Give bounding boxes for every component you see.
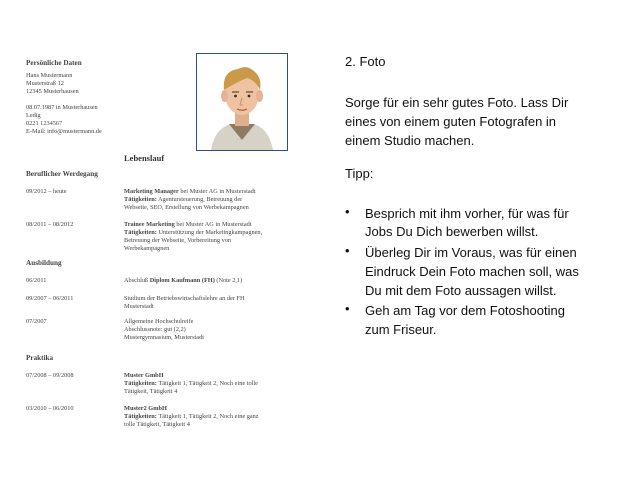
- education-entry: Mustergymnasium, Musterstadt: [124, 334, 204, 341]
- internship-date: 03/2010 – 06/2010: [26, 405, 74, 412]
- job-duties: Betreuung der Webseite, Vorbereitung von: [124, 237, 232, 244]
- intro-line: eines von einem guten Fotografen in: [345, 114, 557, 129]
- education-date: 06/2011: [26, 277, 47, 284]
- job-date: 08/2011 – 08/2012: [26, 221, 74, 228]
- job-duties: Tätigkeiten: Agentursteuerung, Betreuung der: [124, 196, 243, 203]
- job-duties: Tätigkeiten: Unterstützung der Marketingkampagnen,: [124, 229, 263, 236]
- job-duties: Werbekampagnen: [124, 245, 170, 252]
- internship-duties: Tätigkeit, Tätigkeit 4: [124, 388, 178, 395]
- internship-duties: tolle Tätigkeit, Tätigkeit 4: [124, 421, 190, 428]
- personal-line: Musterstraß 12: [26, 80, 64, 87]
- advice-slide: [345, 0, 638, 479]
- intro-line: einem Studio machen.: [345, 133, 475, 148]
- bullet-text: zum Friseur.: [365, 322, 437, 337]
- internship-duties: Tätigkeiten: Tätigkeit 1, Tätigkeit 2, Noch eine ganz: [124, 413, 259, 420]
- personal-line: Ledig: [26, 112, 41, 119]
- werdegang-heading: Beruflicher Werdegang: [26, 170, 98, 178]
- job-duties: Webseite, SEO, Erstellung von Werbekampagnen: [124, 204, 249, 211]
- personal-line: 08.07.1987 in Musterhausen: [26, 104, 98, 111]
- education-entry: Studium der Betriebswirtschaftslehre an der FH: [124, 295, 245, 302]
- education-entry: Allgemeine Hochschulreife: [124, 318, 194, 325]
- bullet-dot: •: [345, 301, 350, 316]
- education-date: 07/2007: [26, 318, 47, 325]
- personal-line: Hans Mustermann: [26, 72, 73, 79]
- education-entry: Musterstadt: [124, 303, 154, 310]
- personal-line: E-Mail: info@mustermann.de: [26, 128, 102, 135]
- lebenslauf-title: Lebenslauf: [124, 153, 165, 163]
- bullet-text: Jobs Du Dich bewerben willst.: [365, 224, 539, 239]
- tipp-label: Tipp:: [345, 166, 374, 181]
- job-title: Marketing Manager bei Muster AG in Musterstadt: [124, 188, 256, 195]
- bullet-text: Geh am Tag vor dem Fotoshooting: [365, 303, 565, 318]
- internship-company: Muster2 GmbH: [124, 405, 167, 412]
- bullet-dot: •: [345, 204, 350, 219]
- bullet-text: Du mit dem Foto aussagen willst.: [365, 283, 557, 298]
- internship-date: 07/2008 – 09/2008: [26, 372, 74, 379]
- education-entry: Abschluß Diplom Kaufmann (FH) (Note 2,1): [124, 277, 243, 284]
- job-title: Trainee Marketing bei Muster AG in Musterstadt: [124, 221, 252, 228]
- personal-line: 12345 Musterhausen: [26, 88, 79, 95]
- bullet-text: Überleg Dir im Voraus, was für einen: [365, 245, 577, 260]
- bullet-text: Eindruck Dein Foto machen soll, was: [365, 264, 579, 279]
- internship-company: Muster GmbH: [124, 372, 164, 379]
- internship-duties: Tätigkeiten: Tätigkeit 1, Tätigkeit 2, Noch eine tolle: [124, 380, 258, 387]
- ausbildung-heading: Ausbildung: [26, 259, 62, 267]
- portrait-photo: [196, 53, 288, 151]
- education-entry: Abschlussnote: gut (2,2): [124, 326, 186, 333]
- personal-line: 0221 1234567: [26, 120, 63, 127]
- praktika-heading: Praktika: [26, 354, 54, 362]
- education-date: 09/2007 – 06/2011: [26, 295, 74, 302]
- job-date: 09/2012 – heute: [26, 188, 67, 195]
- portrait-illustration: [197, 54, 287, 150]
- intro-line: Sorge für ein sehr gutes Foto. Lass Dir: [345, 95, 569, 110]
- personal-heading: Persönliche Daten: [26, 59, 82, 67]
- bullet-dot: •: [345, 243, 350, 258]
- bullet-text: Besprich mit ihm vorher, für was für: [365, 206, 569, 221]
- slide-heading: 2. Foto: [345, 54, 386, 69]
